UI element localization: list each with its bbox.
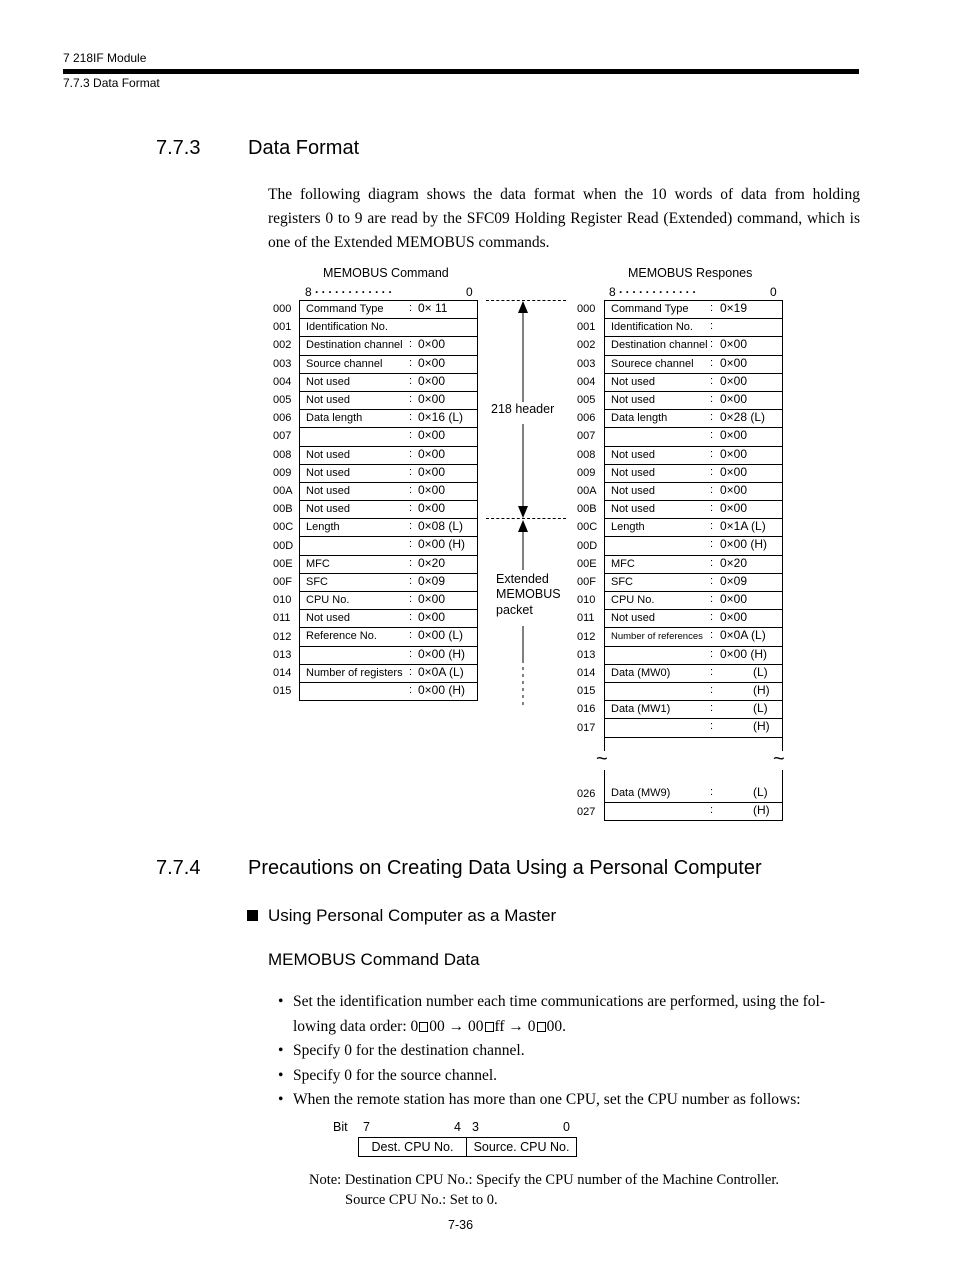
resp-bit-low: 0	[770, 285, 777, 299]
field-value: 0×00	[418, 391, 446, 406]
field-value: 0×00	[418, 501, 446, 516]
field-colon: :	[710, 683, 714, 696]
field-label: Not used	[611, 503, 656, 516]
address-label: 00C	[273, 521, 294, 534]
table-row	[605, 519, 782, 537]
field-label: Data (MW9)	[611, 787, 671, 799]
running-header-section: 7.7.3 Data Format	[63, 76, 160, 90]
table-row	[300, 465, 477, 483]
cpu-bit-0: 0	[563, 1120, 570, 1134]
address-label: 007	[577, 430, 596, 443]
field-value: 0×00	[720, 355, 748, 370]
cpu-bit-4: 4	[454, 1120, 461, 1134]
address-label: 000	[273, 303, 292, 315]
table-row	[605, 803, 782, 821]
field-value: 0×00 (H)	[418, 537, 466, 552]
table-row	[605, 785, 782, 803]
field-value: 0×09	[720, 573, 748, 588]
address-label: 00A	[577, 485, 597, 497]
ext-label-3: packet	[496, 603, 533, 617]
cpu-number-box	[358, 1137, 577, 1157]
section-number-774: 7.7.4	[156, 857, 201, 879]
address-label: 00B	[577, 503, 597, 516]
field-value: 0×00	[720, 373, 748, 388]
table-row	[605, 574, 782, 592]
field-colon: :	[409, 374, 413, 387]
field-value: 0×0A (L)	[418, 664, 464, 679]
address-label: 008	[273, 448, 292, 461]
address-label: 005	[273, 394, 292, 406]
cpu-bit-7: 7	[363, 1120, 370, 1134]
note-line-2: Source CPU No.: Set to 0.	[345, 1192, 498, 1208]
table-row	[605, 628, 782, 646]
field-value: 0×09	[418, 573, 446, 588]
field-label: Length	[306, 521, 340, 534]
hollow-square-icon	[537, 1022, 546, 1032]
field-value: 0×20	[720, 555, 748, 570]
field-label: CPU No.	[306, 594, 350, 606]
address-label: 001	[273, 321, 292, 334]
address-label: 00C	[577, 521, 598, 534]
field-label: Command Type	[306, 303, 384, 315]
field-value: 0×00	[720, 610, 748, 625]
field-value: 0×20	[418, 555, 446, 570]
section-title-773: Data Format	[248, 137, 360, 159]
cmd-bit-high: 8	[305, 285, 312, 299]
address-label: 009	[273, 466, 292, 479]
field-colon: :	[409, 502, 413, 515]
address-label: 015	[273, 685, 292, 698]
table-row	[605, 301, 782, 319]
table-row	[605, 647, 782, 665]
ext-label-2: MEMOBUS	[496, 587, 561, 601]
address-label: 026	[577, 788, 596, 800]
field-value: 0×00	[418, 337, 446, 352]
field-colon: :	[710, 720, 714, 733]
address-label: 002	[273, 339, 292, 352]
field-value: 0×08 (L)	[418, 519, 464, 534]
field-colon: :	[409, 593, 413, 605]
field-colon: :	[710, 556, 714, 569]
table-row	[605, 537, 782, 555]
b1-part-c: ff → 0	[494, 1017, 536, 1035]
field-label: Reference No.	[306, 630, 377, 643]
field-label: Not used	[306, 503, 351, 516]
field-colon: :	[409, 483, 413, 496]
field-colon: :	[409, 647, 413, 660]
address-label: 00F	[273, 576, 292, 588]
field-value: 0×00	[720, 391, 748, 406]
field-colon: :	[710, 338, 714, 351]
packet-arrow-up-icon	[518, 520, 528, 532]
hollow-square-icon	[485, 1022, 494, 1032]
field-label: SFC	[306, 575, 328, 588]
table-row	[605, 356, 782, 374]
field-label: Source channel	[306, 357, 383, 370]
field-colon: :	[409, 447, 413, 460]
table-row	[605, 319, 782, 337]
field-label: Not used	[611, 466, 656, 479]
field-colon: :	[409, 356, 413, 369]
address-label: 008	[577, 448, 596, 461]
field-label: Not used	[611, 612, 656, 625]
resp-tail-right-line	[782, 770, 783, 785]
field-colon: :	[710, 593, 714, 605]
response-table	[604, 300, 783, 738]
table-row	[605, 465, 782, 483]
field-value: 0×1A (L)	[720, 519, 766, 534]
address-label: 013	[577, 648, 596, 661]
field-value: 0×16 (L)	[418, 410, 464, 425]
field-value: 0×00	[720, 501, 748, 516]
address-label: 00E	[273, 557, 293, 570]
address-label: 009	[577, 466, 596, 479]
table-row	[300, 628, 477, 646]
bullet-1-line2	[293, 1015, 858, 1040]
field-colon: :	[710, 804, 714, 817]
address-label: 011	[577, 612, 595, 625]
field-value: (H)	[753, 803, 770, 818]
field-value: 0×00	[418, 592, 446, 606]
field-label: SFC	[611, 575, 633, 588]
field-label: Command Type	[611, 303, 689, 315]
cpu-bit-label: Bit	[333, 1120, 348, 1134]
address-label: 00B	[273, 503, 293, 516]
field-value: (L)	[753, 785, 768, 799]
square-bullet-icon	[247, 910, 258, 921]
table-row	[300, 392, 477, 410]
field-label: Not used	[611, 375, 656, 388]
table-row	[605, 665, 782, 683]
field-label: Not used	[611, 448, 656, 461]
intro-paragraph: The following diagram shows the data format when the 10 words of data from holding registers 0 to 9 are read by the SFC09 Holding Register Read (Extended) command, which is one of the Extended MEMOBUS commands.	[268, 186, 860, 251]
field-label: Number of registers	[306, 666, 403, 679]
address-label: 00F	[577, 576, 596, 588]
address-label: 000	[577, 303, 596, 315]
field-value: (H)	[753, 682, 770, 697]
table-row	[300, 301, 477, 319]
bullet-3: • Specify 0 for the source channel.	[278, 1064, 858, 1089]
field-colon: :	[409, 629, 413, 642]
address-label: 014	[577, 667, 596, 679]
table-row	[605, 610, 782, 628]
field-colon: :	[409, 665, 413, 678]
subheading	[247, 906, 556, 926]
note-line-1: Note: Destination CPU No.: Specify the CPU number of the Machine Controller.	[309, 1172, 779, 1188]
field-label: Not used	[611, 484, 656, 497]
address-label: 016	[577, 703, 596, 716]
field-label: Sourece channel	[611, 357, 694, 370]
bullet-2: • Specify 0 for the destination channel.	[278, 1039, 858, 1064]
address-label: 010	[577, 594, 596, 607]
field-label: Destination channel	[611, 339, 708, 352]
address-label: 001	[577, 321, 596, 334]
field-value: 0×00	[418, 428, 446, 443]
field-value: 0×0A (L)	[720, 628, 766, 643]
field-label: MFC	[306, 557, 330, 570]
field-colon: :	[409, 429, 413, 442]
field-label: Data (MW1)	[611, 703, 671, 716]
address-label: 005	[577, 394, 596, 406]
b1-part-d: 00.	[546, 1017, 566, 1035]
field-value: 0×00 (H)	[418, 682, 466, 697]
section-title-774: Precautions on Creating Data Using a Personal Computer	[248, 857, 762, 879]
field-value: (H)	[753, 719, 770, 734]
field-label: Not used	[306, 466, 351, 479]
table-row	[300, 428, 477, 446]
field-label: Data (MW0)	[611, 666, 671, 679]
table-row	[300, 683, 477, 701]
field-value: 0×00	[720, 482, 748, 497]
field-label: Data length	[611, 412, 668, 425]
table-row	[605, 556, 782, 574]
field-colon: :	[710, 786, 714, 798]
table-row	[605, 719, 782, 737]
bracket-arrows	[512, 298, 536, 708]
address-label: 002	[577, 339, 596, 352]
subsubheading: MEMOBUS Command Data	[268, 950, 480, 969]
table-row	[300, 374, 477, 392]
resp-bit-high: 8	[609, 285, 616, 299]
table-row	[605, 701, 782, 719]
address-label: 012	[577, 630, 596, 643]
table-row	[605, 374, 782, 392]
field-label: Not used	[306, 612, 351, 625]
field-label: Not used	[611, 393, 656, 406]
field-label: Not used	[306, 448, 351, 461]
b1-part-a: lowing data order: 0	[293, 1017, 419, 1035]
field-value: 0×00 (H)	[720, 646, 768, 661]
field-value: 0×19	[720, 301, 748, 315]
source-cpu-field: Source. CPU No.	[473, 1140, 570, 1154]
address-label: 00A	[273, 485, 293, 497]
field-value: 0×00	[720, 464, 748, 479]
table-row	[300, 337, 477, 355]
field-value: 0×00	[418, 610, 446, 625]
table-row	[300, 647, 477, 665]
field-colon: :	[710, 502, 714, 515]
field-colon: :	[710, 647, 714, 660]
field-value: 0×00 (H)	[720, 537, 768, 552]
field-label: Destination channel	[306, 339, 403, 352]
command-title: MEMOBUS Command	[323, 266, 449, 280]
bullet-list	[278, 990, 858, 1113]
address-label: 00D	[577, 539, 598, 552]
table-row	[300, 356, 477, 374]
field-colon: :	[710, 574, 714, 587]
address-label: 017	[577, 721, 596, 734]
field-colon: :	[710, 611, 714, 624]
field-value: 0×00	[720, 592, 748, 606]
table-row	[300, 665, 477, 683]
field-value: 0×00	[720, 337, 748, 352]
address-label: 012	[273, 630, 292, 643]
field-value: 0×00	[418, 373, 446, 388]
field-colon: :	[710, 356, 714, 369]
field-colon: :	[710, 665, 714, 678]
response-title: MEMOBUS Respones	[628, 266, 753, 280]
field-colon: :	[409, 520, 413, 533]
running-header-chapter: 7 218IF Module	[63, 51, 147, 65]
field-value: 0×00 (L)	[418, 628, 464, 643]
field-label: MFC	[611, 557, 635, 570]
field-label: Not used	[306, 484, 351, 497]
field-colon: :	[409, 392, 413, 405]
table-row	[300, 592, 477, 610]
address-label: 015	[577, 685, 596, 698]
address-label: 027	[577, 806, 596, 819]
field-colon: :	[409, 556, 413, 569]
table-row	[605, 483, 782, 501]
field-colon: :	[409, 611, 413, 624]
table-row	[605, 501, 782, 519]
table-row	[605, 683, 782, 701]
field-colon: :	[710, 447, 714, 460]
table-row	[300, 447, 477, 465]
address-label: 004	[273, 375, 292, 388]
field-colon: :	[409, 683, 413, 696]
bullet-4: • When the remote station has more than one CPU, set the CPU number as follows:	[278, 1088, 858, 1113]
field-colon: :	[710, 302, 714, 314]
bullet-1	[278, 990, 858, 1039]
field-colon: :	[710, 392, 714, 405]
table-row	[605, 428, 782, 446]
field-colon: :	[710, 411, 714, 424]
table-row	[300, 410, 477, 428]
header-arrow-up-icon	[518, 301, 528, 313]
field-colon: :	[710, 320, 714, 333]
cmd-bit-dots: . . . . . . . . . . . .	[315, 282, 392, 296]
table-row	[300, 519, 477, 537]
field-label: CPU No.	[611, 594, 655, 606]
address-label: 003	[577, 357, 596, 370]
address-label: 003	[273, 357, 292, 370]
address-label: 010	[273, 594, 292, 607]
table-row	[300, 319, 477, 337]
address-label: 006	[577, 412, 596, 425]
address-label: 004	[577, 375, 596, 388]
address-label: 007	[273, 430, 292, 443]
cmd-bit-low: 0	[466, 285, 473, 299]
break-tilde-right: ~	[773, 748, 785, 770]
hollow-square-icon	[419, 1022, 428, 1032]
field-value: 0×00	[418, 446, 446, 461]
field-value: 0×00	[720, 446, 748, 461]
table-row	[605, 447, 782, 465]
field-value: 0×00	[418, 482, 446, 497]
table-row	[300, 556, 477, 574]
field-value: 0×00	[418, 355, 446, 370]
field-colon: :	[710, 520, 714, 533]
field-label: Data length	[306, 412, 363, 425]
field-colon: :	[710, 374, 714, 387]
table-row	[300, 574, 477, 592]
field-value: (L)	[753, 701, 768, 716]
table-row	[300, 610, 477, 628]
ext-label-1: Extended	[496, 572, 549, 586]
address-label: 014	[273, 667, 292, 679]
field-colon: :	[409, 538, 413, 551]
field-colon: :	[710, 702, 714, 715]
section-number-773: 7.7.3	[156, 137, 201, 159]
cpu-bit-3: 3	[472, 1120, 479, 1134]
table-row	[300, 483, 477, 501]
break-tilde-left: ~	[596, 748, 608, 770]
field-label: Not used	[306, 393, 351, 406]
field-colon: :	[710, 483, 714, 496]
field-colon: :	[710, 538, 714, 551]
address-label: 00D	[273, 539, 294, 552]
bullet-1-line1: • Set the identification number each time communications are performed, using the fol-	[293, 993, 825, 1010]
field-colon: :	[710, 629, 714, 642]
b1-part-b: 00 → 00	[429, 1017, 484, 1035]
field-value: 0× 11	[418, 301, 448, 315]
field-label: Length	[611, 521, 645, 534]
page-number: 7-36	[448, 1218, 474, 1232]
table-row	[605, 337, 782, 355]
field-colon: :	[409, 465, 413, 478]
field-value: 0×00 (H)	[418, 646, 466, 661]
field-value: 0×00	[720, 428, 748, 443]
field-colon: :	[409, 574, 413, 587]
table-row	[605, 410, 782, 428]
field-label: Identification No.	[611, 321, 693, 334]
field-label: Not used	[306, 375, 351, 388]
table-row	[605, 592, 782, 610]
address-label: 00E	[577, 557, 597, 570]
table-row	[300, 537, 477, 555]
field-colon: :	[409, 411, 413, 424]
field-colon: :	[409, 338, 413, 351]
field-label: Number of references	[611, 631, 703, 643]
table-row	[300, 501, 477, 519]
dest-cpu-field: Dest. CPU No.	[359, 1138, 467, 1156]
field-value: (L)	[753, 664, 768, 679]
resp-bit-dots: . . . . . . . . . . . .	[619, 282, 696, 296]
field-colon: :	[710, 429, 714, 442]
subheading-text: Using Personal Computer as a Master	[268, 906, 557, 925]
address-label: 006	[273, 412, 292, 425]
field-value: 0×00	[418, 464, 446, 479]
resp-tail-left-line	[604, 770, 605, 785]
response-tail-table	[604, 785, 783, 821]
address-label: 011	[273, 612, 291, 625]
header-arrow-down-icon	[518, 506, 528, 518]
table-row	[605, 392, 782, 410]
address-label: 013	[273, 648, 292, 661]
field-colon: :	[409, 302, 413, 314]
field-colon: :	[710, 465, 714, 478]
header-label: 218 header	[491, 402, 555, 416]
command-table	[299, 300, 478, 701]
field-label: Identification No.	[306, 321, 388, 334]
field-value: 0×28 (L)	[720, 410, 766, 425]
header-rule	[63, 69, 859, 74]
